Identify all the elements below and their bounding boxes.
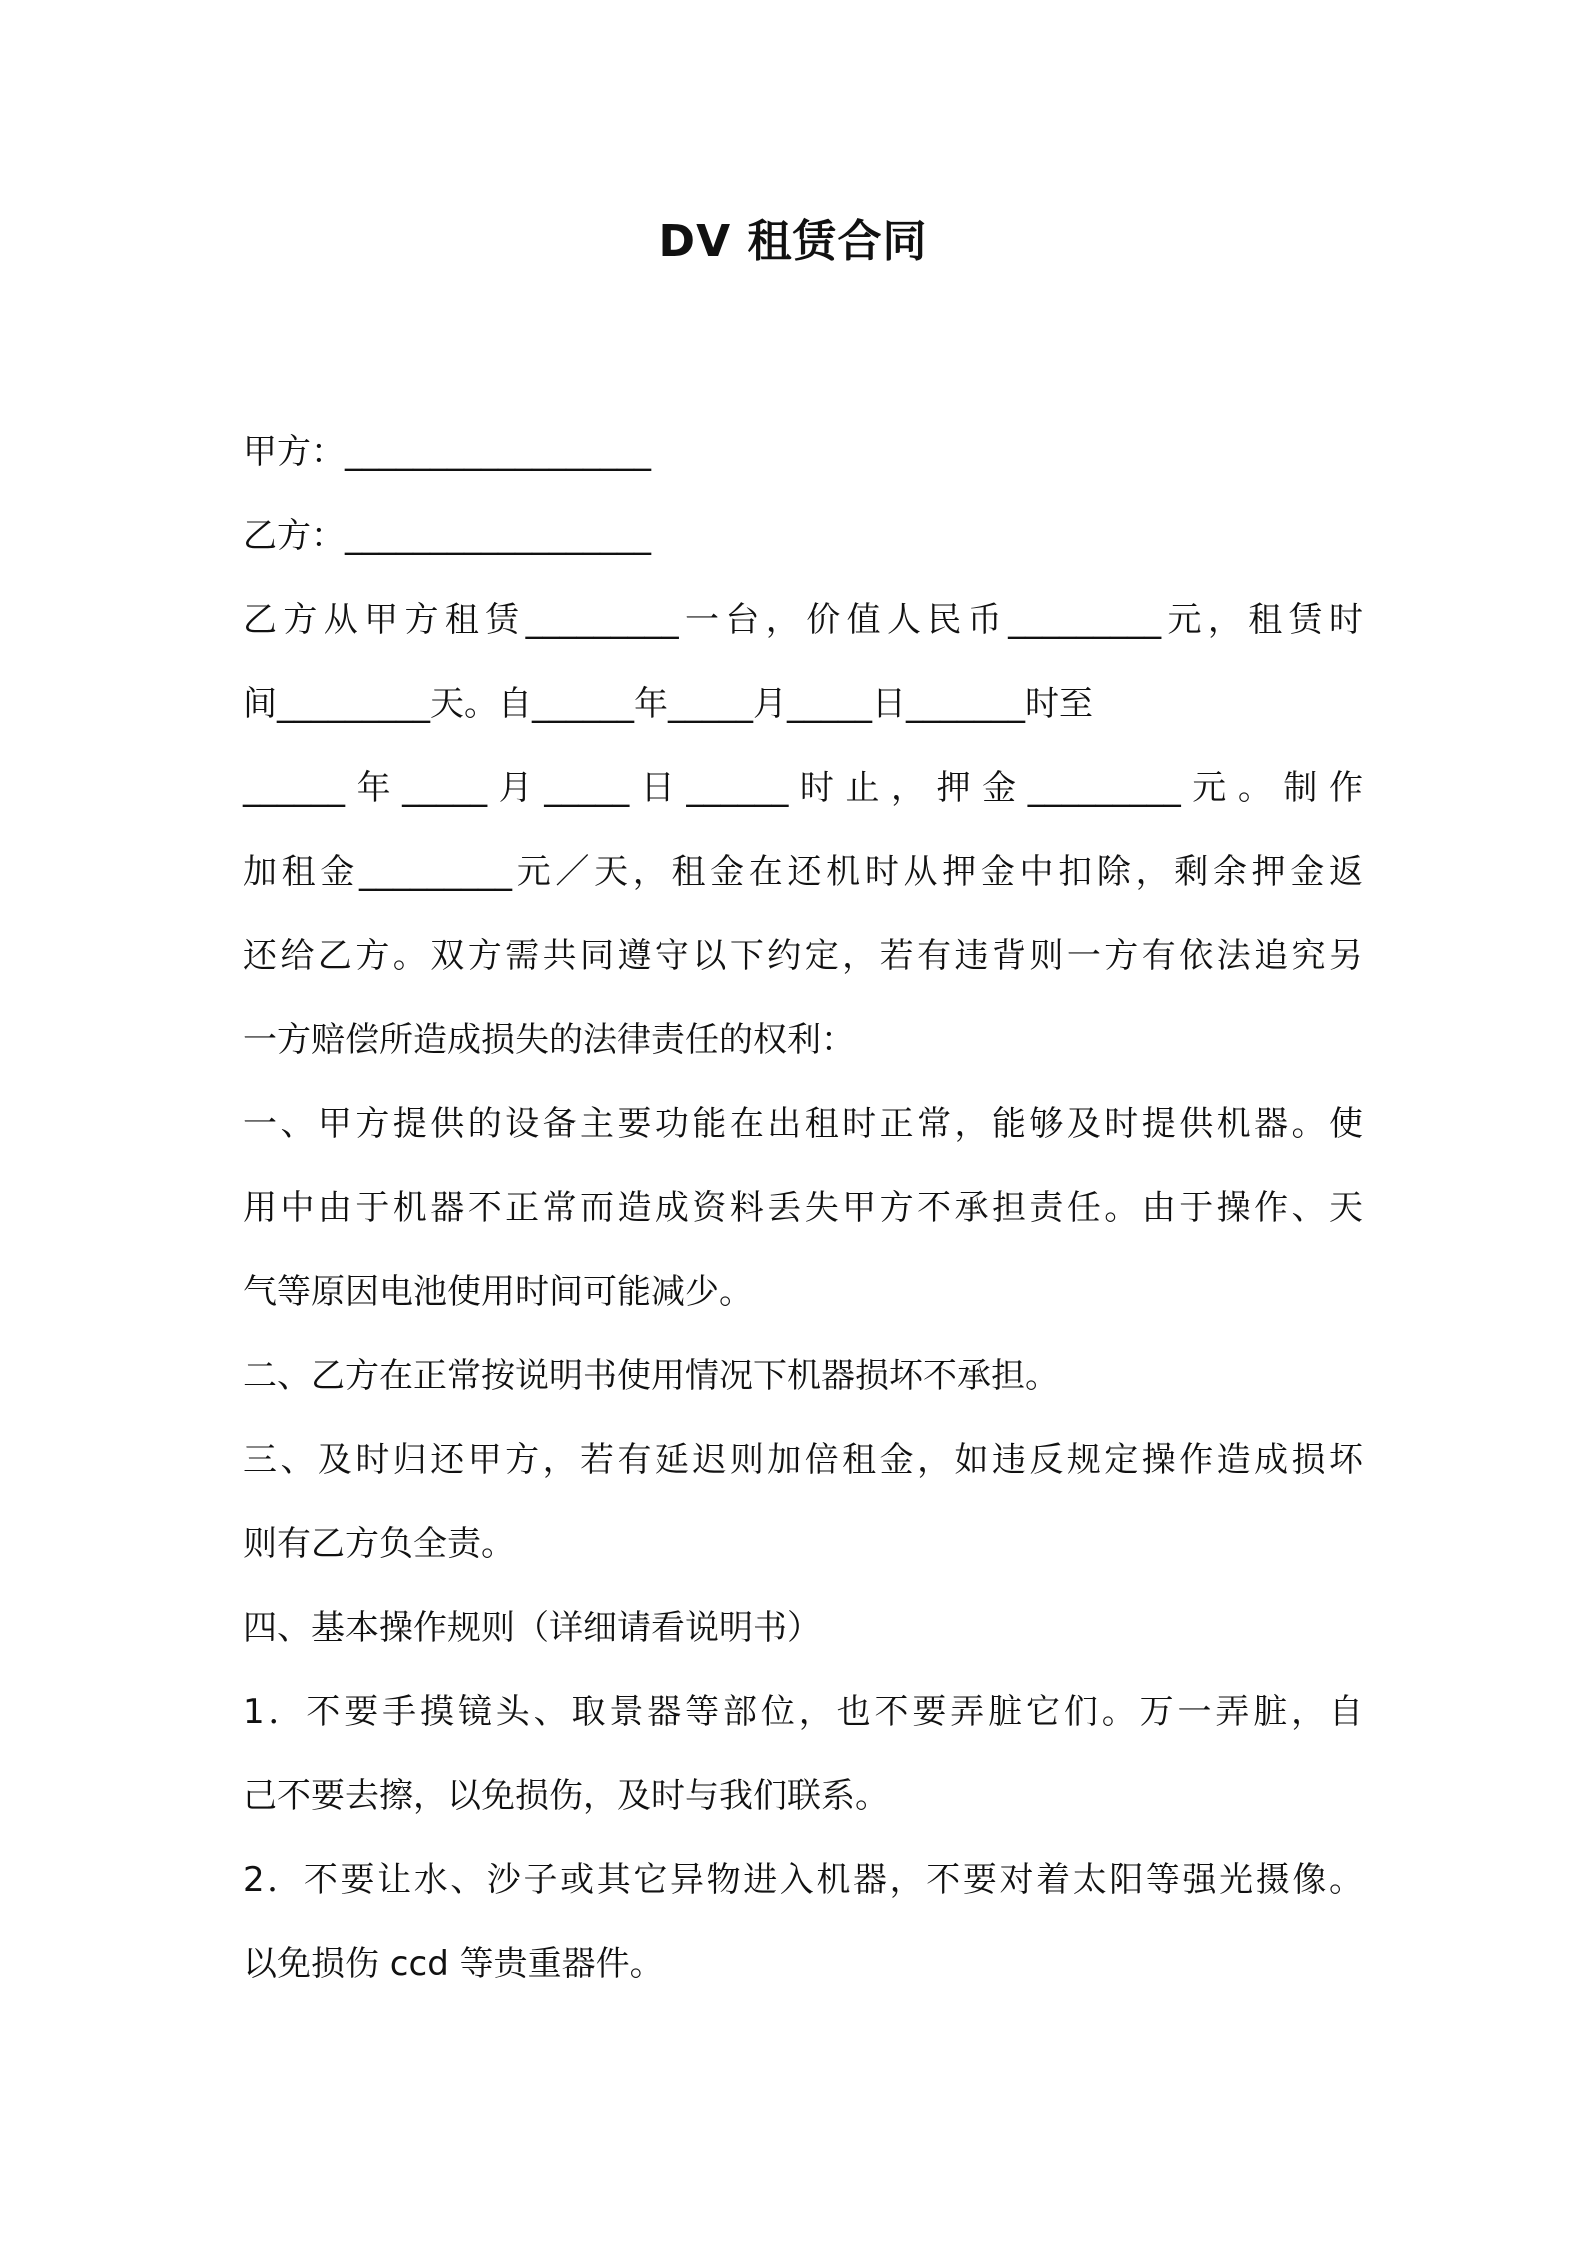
- document-title: DV 租赁合同: [658, 216, 928, 267]
- document-line: 间_________天。自______年_____月_____日_______时至: [243, 684, 1093, 724]
- document-line: 四、基本操作规则（详细请看说明书）: [243, 1608, 821, 1648]
- document-line: 二、乙方在正常按说明书使用情况下机器损坏不承担。: [243, 1356, 1059, 1396]
- document-line: ______年_____月_____日______时止，押金_________元。制作: [243, 768, 1363, 808]
- document-line: 己不要去擦，以免损伤，及时与我们联系。: [243, 1776, 889, 1816]
- document-line: 则有乙方负全责。: [243, 1524, 515, 1564]
- document-line: 甲方：__________________: [243, 432, 651, 472]
- document-line: 气等原因电池使用时间可能减少。: [243, 1272, 753, 1312]
- document-line: 2．不要让水、沙子或其它异物进入机器，不要对着太阳等强光摄像。: [243, 1860, 1363, 1900]
- document-line: 三、及时归还甲方，若有延迟则加倍租金，如违反规定操作造成损坏: [243, 1440, 1363, 1480]
- document-body: [243, 410, 1363, 2006]
- document-line: 1．不要手摸镜头、取景器等部位，也不要弄脏它们。万一弄脏，自: [243, 1692, 1363, 1732]
- document-line: 一方赔偿所造成损失的法律责任的权利：: [243, 1020, 855, 1060]
- document-line: 一、甲方提供的设备主要功能在出租时正常，能够及时提供机器。使: [243, 1104, 1363, 1144]
- document-line: 还给乙方。双方需共同遵守以下约定，若有违背则一方有依法追究另: [243, 936, 1363, 976]
- document-line: 用中由于机器不正常而造成资料丢失甲方不承担责任。由于操作、天: [243, 1188, 1363, 1228]
- document-line: 以免损伤 ccd 等贵重器件。: [243, 1944, 664, 1984]
- document-line: 加租金_________元／天，租金在还机时从押金中扣除，剩余押金返: [243, 852, 1363, 892]
- document-line: 乙方从甲方租赁_________一台，价值人民币_________元，租赁时: [243, 600, 1363, 640]
- document-line: 乙方：__________________: [243, 516, 651, 556]
